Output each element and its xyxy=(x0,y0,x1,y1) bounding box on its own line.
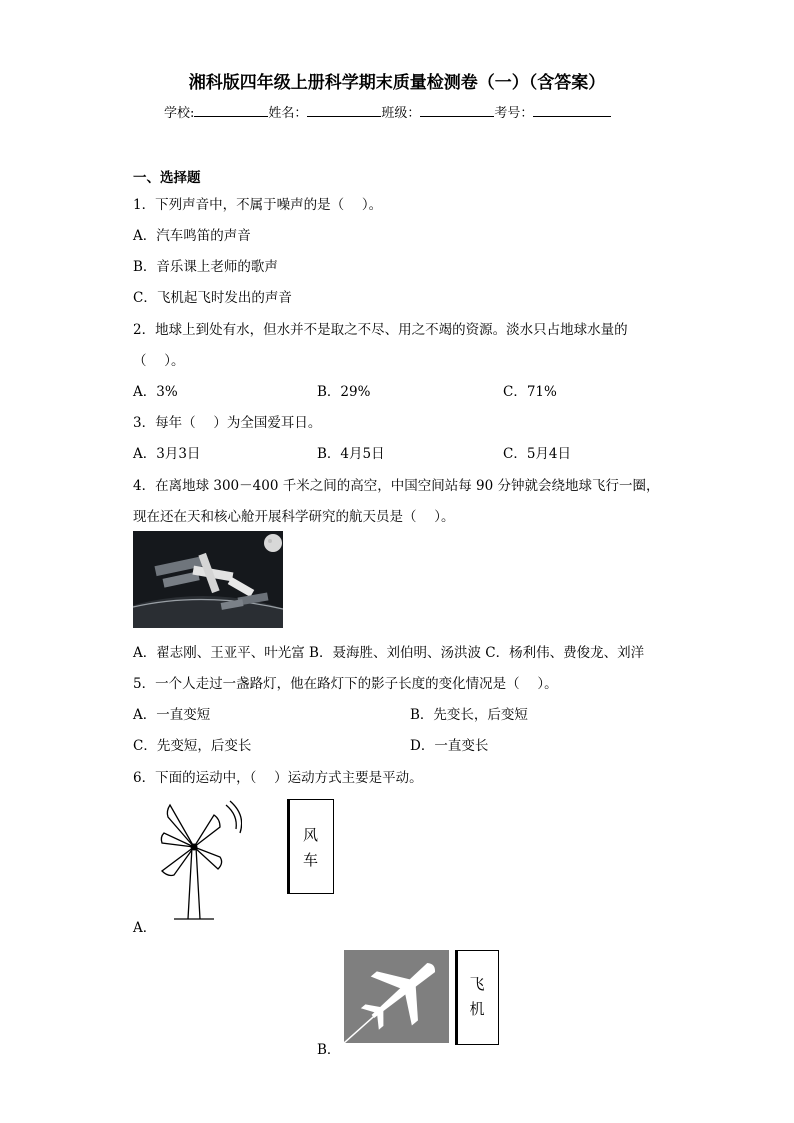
name-blank xyxy=(307,102,381,117)
question-1-option-b: B．音乐课上老师的歌声 xyxy=(133,259,278,275)
space-station-image xyxy=(133,531,283,628)
question-6-option-a: A． xyxy=(133,920,157,936)
question-5-option-d: D．一直变长 xyxy=(410,738,489,754)
question-5-option-b: B．先变长，后变短 xyxy=(410,707,528,723)
school-label: 学校: xyxy=(164,106,195,121)
question-4-stem-line-2: 现在还在天和核心舱开展科学研究的航天员是（ ）。 xyxy=(133,509,455,525)
number-label: 考号： xyxy=(494,106,534,121)
airplane-label-char-1: 飞 xyxy=(469,975,485,993)
name-label: 姓名： xyxy=(268,106,308,121)
number-blank xyxy=(533,102,611,117)
question-5-option-a: A．一直变短 xyxy=(133,707,211,723)
question-2-option-b: B．29% xyxy=(317,384,371,400)
windmill-label-char-1: 风 xyxy=(302,826,318,844)
question-3-option-b: B．4月5日 xyxy=(317,446,385,462)
question-4-options: A．翟志刚、王亚平、叶光富 B．聂海胜、刘伯明、汤洪波 C．杨利伟、费俊龙、刘洋 xyxy=(133,645,645,661)
question-2-stem-line-1: 2．地球上到处有水，但水并不是取之不尽、用之不竭的资源。淡水只占地球水量的 xyxy=(133,322,628,338)
question-2-option-c: C．71% xyxy=(503,384,557,400)
student-info-line xyxy=(164,102,611,121)
airplane-label-char-2: 机 xyxy=(469,1000,485,1018)
windmill-label-box xyxy=(287,799,334,894)
question-5-option-c: C．先变短，后变长 xyxy=(133,738,252,754)
question-3-option-c: C．5月4日 xyxy=(503,446,572,462)
question-3-stem: 3．每年（ ）为全国爱耳日。 xyxy=(133,415,322,431)
question-1-option-a: A．汽车鸣笛的声音 xyxy=(133,228,251,244)
question-4-stem-line-1: 4．在离地球 300－400 千米之间的高空，中国空间站每 90 分钟就会绕地球飞行一圈， xyxy=(133,478,660,494)
question-2-stem-line-2: （ ）。 xyxy=(133,353,185,369)
windmill-icon xyxy=(152,797,242,923)
question-3-option-a: A．3月3日 xyxy=(133,446,201,462)
question-1-stem: 1．下列声音中，不属于噪声的是（ ）。 xyxy=(133,197,383,213)
question-2-option-a: A．3% xyxy=(133,384,178,400)
windmill-label-char-2: 车 xyxy=(302,851,318,869)
school-blank xyxy=(194,102,268,117)
airplane-icon xyxy=(344,950,449,1043)
question-1-option-c: C．飞机起飞时发出的声音 xyxy=(133,290,292,306)
class-label: 班级： xyxy=(381,106,421,121)
class-blank xyxy=(420,102,494,117)
question-5-stem: 5．一个人走过一盏路灯，他在路灯下的影子长度的变化情况是（ ）。 xyxy=(133,676,558,692)
question-6-option-b: B． xyxy=(317,1042,341,1058)
airplane-label-box xyxy=(455,950,499,1045)
question-6-stem: 6．下面的运动中，（ ）运动方式主要是平动。 xyxy=(133,770,423,786)
page-title: 湘科版四年级上册科学期末质量检测卷（一）（含答案） xyxy=(188,73,606,93)
section-heading: 一、选择题 xyxy=(133,170,201,186)
